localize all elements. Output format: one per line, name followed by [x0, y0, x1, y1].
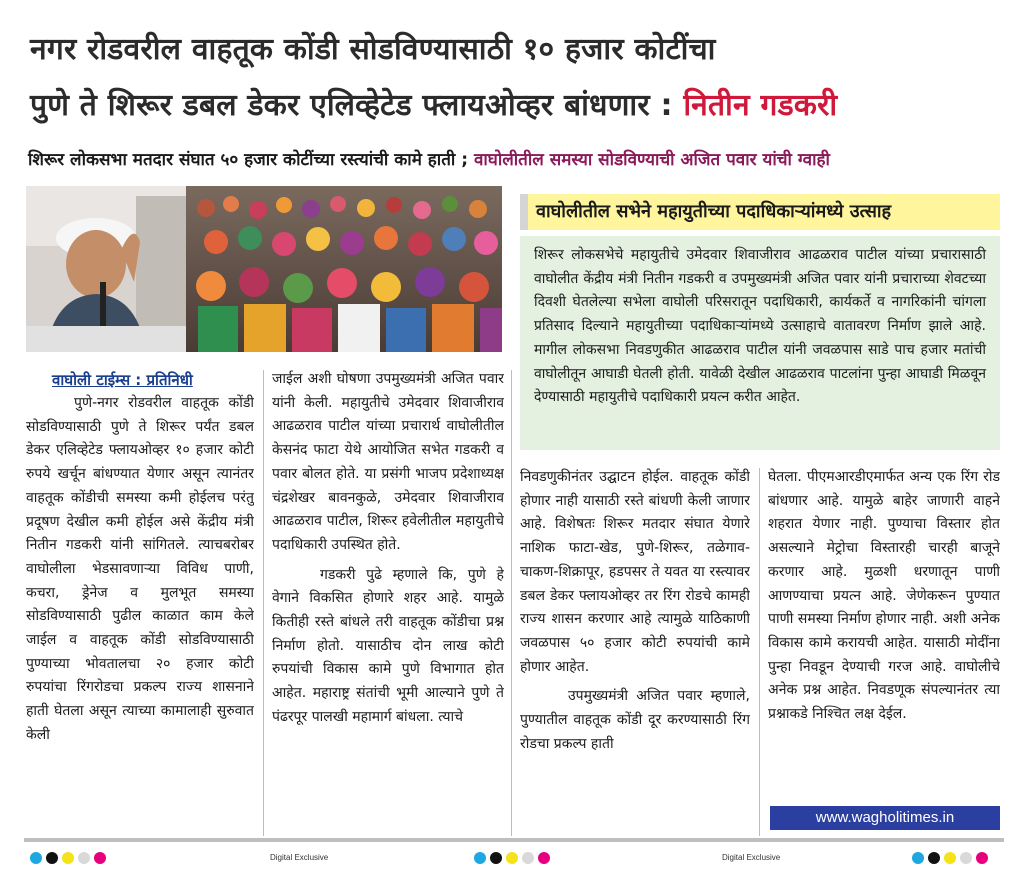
subheadline-part-1: शिरूर लोकसभा मतदार संघात ५० हजार कोटींच्या रस्त्यांची कामे हाती ; [28, 150, 469, 170]
headline-speaker: नितीन गडकरी [683, 88, 838, 123]
footer-label-left: Digital Exclusive [270, 853, 329, 862]
swatch-black [928, 852, 940, 864]
swatch-cyan [474, 852, 486, 864]
article-paragraph: पुणे-नगर रोडवरील वाहतूक कोंडी सोडविण्यासाठी पुणे ते शिरूर पर्यंत डबल डेकर एलिव्हेटेड फ्लायओव्हर १० हजार कोटी रुपये खर्चून बांधण्यात येणार असून त्यानंतर वाहतूक कोंडीची समस्या कमी होईलच परंतु प्रदूषण देखील कमी होईल असे केंद्रीय मंत्री नितीन गडकरी यांनी सांगितले. त्याचबरोबर वाघोलीला भेडसावणाऱ्या विविध पाणी, कचरा, ड्रेनेज व मुलभूत समस्या सोडविण्यासाठी पुढील काळात काम केले जाईल व वाहतूक कोंडी सोडविण्यासाठी पुण्याच्या भोवतालचा २० हजार कोटी रुपयांचा रिंगरोडचा प्रकल्प राज्य शासनाने हाती घेतला असून त्याच्या कामालाही सुरुवात केली [26, 395, 254, 743]
news-photo [26, 186, 502, 352]
swatch-magenta [976, 852, 988, 864]
article-paragraph: जाईल अशी घोषणा उपमुख्यमंत्री अजित पवार यांनी केली. महायुतीचे उमेदवार शिवाजीराव आढळराव पाटील यांच्या प्रचारार्थ वाघोलीतील केसनंद फाटा येथे आयोजित सभेत गडकरी व पवार बोलत होते. या प्रसंगी भाजप प्रदेशाध्यक्ष चंद्रशेखर बावनकुळे, उमेदवार शिवाजीराव आढळराव पाटील, शिरूर हवेलीतील महायुतीचे पदाधिकारी उपस्थित होते. [272, 371, 504, 553]
article-paragraph: गडकरी पुढे म्हणाले कि, पुणे हे वेगाने विकसित होणारे शहर आहे. यामुळे कितीही रस्ते बांधले तरी वाहतूक कोंडीचा प्रश्न निर्माण होतो. यासाठीच दोन लाख कोटी रुपयांची विकास कामे पुणे विभागात होत आहेत. महाराष्ट्र संतांची भूमी आल्याने पुणे ते पंढरपूर पालखी महामार्ग बांधला. त्याचे [272, 566, 504, 725]
speaker-side-panel [136, 196, 186, 346]
swatch-yellow [944, 852, 956, 864]
article-paragraph: उपमुख्यमंत्री अजित पवार म्हणाले, पुण्यातील वाहतूक कोंडी दूर करण्यासाठी रिंग रोडचा प्रकल्प हाती [520, 688, 750, 752]
swatch-yellow [506, 852, 518, 864]
speaker-face [66, 230, 126, 298]
byline: वाघोली टाईम्स : प्रतिनिधी [52, 371, 193, 389]
headline-line-2-text: पुणे ते शिरूर डबल डेकर एलिव्हेटेड फ्लायओव्हर बांधणार : [30, 88, 673, 123]
sidebar-title: वाघोलीतील सभेने महायुतीच्या पदाधिकाऱ्यांमध्ये उत्साह [520, 194, 1000, 230]
swatch-black [490, 852, 502, 864]
article-column-2 [272, 368, 504, 838]
subheadline [28, 148, 830, 172]
article-paragraph: घेतला. पीएमआरडीएमार्फत अन्य एक रिंग रोड बांधणार आहे. यामुळे बाहेर जाणारी वाहने शहरात येणार नाही. पुण्याचा विस्तार होत असल्याने मेट्रोचा विस्तारही चारही बाजूने करणार आहे. मुळशी धरणातून पाणी आणण्याचा प्रयत्न आहे. जेणेकरून पुण्यात पाणी समस्या निर्माण होणार नाही. अशी अनेक विकास कामे करायची आहेत. यासाठी मोदींना पुन्हा निवडून देण्याची गरज आहे. वाघोलीचे अनेक प्रश्न आहेत. निवडणूक संपल्यानंतर त्या प्रश्नाकडे निश्चित लक्ष देईल. [768, 469, 1000, 723]
article-column-3 [520, 466, 750, 838]
podium [26, 326, 186, 352]
swatch-black [46, 852, 58, 864]
footer-label-right: Digital Exclusive [722, 853, 781, 862]
subheadline-part-2: वाघोलीतील समस्या सोडविण्याची अजित पवार यांची ग्वाही [473, 150, 830, 170]
column-divider [759, 468, 760, 836]
article-paragraph: निवडणुकीनंतर उद्घाटन होईल. वाहतूक कोंडी होणार नाही यासाठी रस्ते बांधणी केली जाणार आहे. विशेषतः शिरूर मतदार संघात येणारे नाशिक फाटा-खेड, पुणे-शिरूर, तळेगाव-चाकण-शिक्रापूर, हडपसर ते यवत या रस्त्यावर डबल डेकर फ्लायओव्हर तर रिंग रोडचे कामही राज्य शासन करणार आहे त्यामुळे याठिकाणी जवळपास ५० हजार कोटी रुपयांची कामे होणार आहेत. [520, 469, 750, 675]
swatch-cyan [912, 852, 924, 864]
column-divider [511, 370, 512, 836]
swatch-yellow [62, 852, 74, 864]
website-link[interactable]: www.wagholitimes.in [770, 806, 1000, 830]
column-divider [263, 370, 264, 836]
swatch-grey [78, 852, 90, 864]
sidebar-body: शिरूर लोकसभेचे महायुतीचे उमेदवार शिवाजीराव आढळराव पाटील यांच्या प्रचारासाठी वाघोलीत केंद्रीय मंत्री नितीन गडकरी व उपमुख्यमंत्री अजित पवार यांनी प्रचाराच्या शेवटच्या दिवशी घेतलेल्या सभेला वाघोली परिसरातून पदाधिकारी, कार्यकर्ते व नागरिकांनी चांगला प्रतिसाद दिल्याने महायुतीच्या पदाधिकाऱ्यांमध्ये उत्साहाचे वातावरण निर्माण झाले आहे. मागील लोकसभा निवडणुकीत आढळराव पाटील यांनी जवळपास साडे पाच हजार मतांची वाघोलीतून आघाडी घेतली होती. यावेळी देखील आढळराव पाटलांना पुन्हा आघाडी मिळवून देण्यासाठी महायुतीचे पदाधिकारी प्रयत्न करीत आहेत. [520, 236, 1000, 450]
color-swatches-right [912, 852, 988, 864]
color-swatches-center [474, 852, 550, 864]
headline-line-1: नगर रोडवरील वाहतूक कोंडी सोडविण्यासाठी १० हजार कोटींचा [30, 32, 716, 67]
footer-rule [24, 838, 1004, 842]
article-column-4 [768, 466, 1000, 806]
headline-line-2 [30, 86, 837, 126]
article-column-1 [26, 392, 254, 838]
swatch-grey [960, 852, 972, 864]
swatch-magenta [94, 852, 106, 864]
swatch-cyan [30, 852, 42, 864]
swatch-magenta [538, 852, 550, 864]
news-photo-illustration [26, 186, 502, 352]
swatch-grey [522, 852, 534, 864]
color-swatches-left [30, 852, 106, 864]
